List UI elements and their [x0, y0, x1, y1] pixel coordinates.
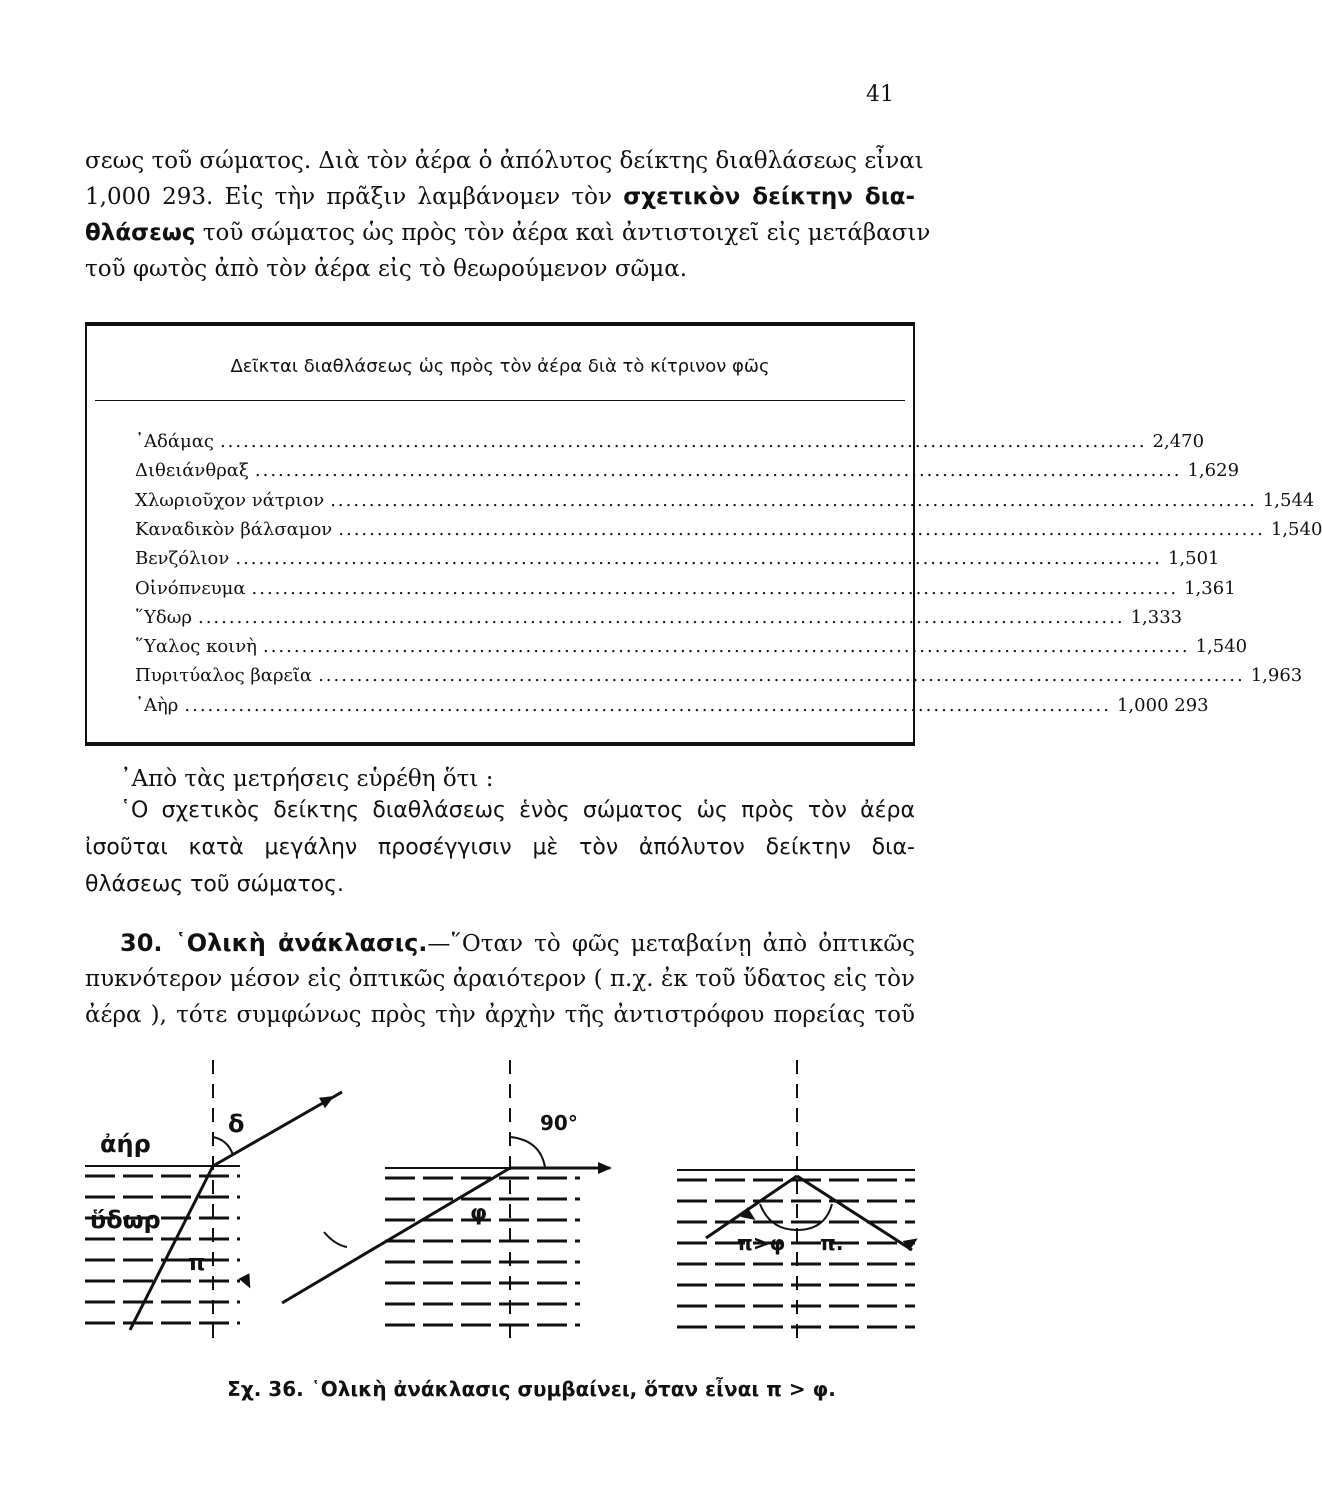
text-segment: τοῦ φωτὸς ἀπὸ τὸν ἀέρα εἰς τὸ θεωρούμενον σῶμα. — [85, 256, 688, 282]
dot-leader: ........................................................................................................................ — [338, 518, 1265, 540]
text-line — [85, 254, 915, 284]
delta-label: δ — [228, 1110, 245, 1138]
section-line: πυκνότερον μέσον εἰς ὀπτικῶς ἀραιότερον ( π.χ. ἐκ τοῦ ὕδατος εἰς τὸν — [85, 966, 915, 992]
dot-leader: ........................................................................................................................ — [251, 577, 1179, 599]
text-line — [85, 182, 915, 212]
dot-leader: ........................................................................................................................ — [197, 606, 1125, 628]
refractive-index-value: 1,333 — [1130, 606, 1183, 628]
table-row — [135, 518, 1322, 542]
table-row — [135, 430, 1205, 454]
substance-name: Χλωριοῦχον νάτριον — [135, 489, 325, 511]
bold-term: σχετικὸν δείκτην δια- — [623, 184, 916, 210]
pi-gt-phi-label: π>φ — [737, 1231, 786, 1255]
table-row — [135, 635, 1248, 659]
substance-name: Πυριτύαλος βαρεῖα — [135, 665, 313, 687]
arrowhead-icon — [319, 1091, 337, 1108]
section-heading: 30. ῾Ολικὴ ἀνάκλασις. — [120, 929, 428, 957]
refractive-index-value: 1,629 — [1187, 460, 1240, 482]
table-row — [135, 577, 1236, 601]
angle-arc — [510, 1137, 545, 1167]
refractive-index-value: 2,470 — [1152, 431, 1205, 452]
substance-name: ῞Υαλος κοινὴ — [135, 636, 257, 658]
dot-leader: ........................................................................................................................ — [235, 548, 1162, 570]
substance-name: Καναδικὸν βάλσαμον — [135, 518, 333, 540]
incident-ray — [130, 1166, 213, 1330]
table-row — [135, 489, 1315, 513]
phi-label: φ — [470, 1201, 488, 1226]
text-segment: —῞Οταν τὸ φῶς μεταβαίνῃ ἀπὸ ὀπτικῶς — [427, 931, 915, 957]
refractive-index-value: 1,361 — [1184, 577, 1236, 599]
figure-caption: Σχ. 36. ῾Ολικὴ ἀνάκλασις συμβαίνει, ὅταν εἶναι π > φ. — [227, 1377, 836, 1401]
text-line — [85, 218, 931, 248]
table-row — [135, 606, 1183, 630]
bold-term: θλάσεως — [85, 220, 196, 246]
refractive-index-value: 1,000 293 — [1116, 694, 1209, 716]
substance-name: Διθειάνθραξ — [135, 460, 249, 482]
pi-label: π — [188, 1251, 206, 1276]
text-segment: σεως τοῦ σώματος. Διὰ τὸν ἀέρα ὁ ἀπόλυτος δείκτης διαθλάσεως εἶναι — [85, 148, 924, 174]
dot-leader: ........................................................................................................................ — [262, 636, 1190, 658]
dot-leader: ........................................................................................................................ — [254, 460, 1182, 482]
table-row — [135, 694, 1209, 718]
table-rule — [95, 400, 905, 401]
angle-arc — [213, 1137, 233, 1155]
section-line: ἀέρα ), τότε συμφώνως πρὸς τὴν ἀρχὴν τῆς ἀντιστρόφου πορείας τοῦ — [85, 1002, 915, 1028]
section-line — [120, 928, 915, 959]
air-label: ἀήρ — [100, 1130, 151, 1158]
page-number: 41 — [866, 82, 894, 107]
dot-leader: ........................................................................................................................ — [184, 694, 1111, 716]
refractive-index-value: 1,963 — [1250, 665, 1303, 687]
table-row — [135, 459, 1240, 483]
refractive-index-value: 1,544 — [1262, 489, 1315, 511]
water-label: ὕδωρ — [90, 1206, 161, 1234]
substance-name: Οἰνόπνευμα — [135, 577, 246, 599]
text-segment: τοῦ σώματος ὡς πρὸς τὸν ἀέρα καὶ ἀντιστοιχεῖ εἰς μετάβασιν — [195, 220, 931, 246]
substance-name: Βενζόλιον — [135, 548, 230, 570]
finding-line: ἰσοῦται κατὰ μεγάλην προσέγγισιν μὲ τὸν ἀπόλυτον δείκτην δια- — [85, 835, 915, 860]
finding-line: ῾Ο σχετικὸς δείκτης διαθλάσεως ἑνὸς σώματος ὡς πρὸς τὸν ἀέρα — [120, 798, 915, 823]
finding-line: θλάσεως τοῦ σώματος. — [85, 872, 345, 897]
arrowhead-icon — [239, 1273, 256, 1291]
text-line — [85, 146, 924, 176]
refractive-index-table — [85, 322, 1322, 746]
substance-name: ᾿Αδάμας — [135, 431, 214, 452]
substance-name: ῞Υδωρ — [135, 606, 192, 628]
total-reflection-figure — [0, 1040, 1063, 1360]
dot-leader: ........................................................................................................................ — [219, 431, 1147, 452]
substance-name: ᾿Αὴρ — [135, 694, 179, 716]
text-segment: 1,000 293. Εἰς τὴν πρᾶξιν λαμβάνομεν τὸν — [85, 184, 624, 210]
pi-label: π. — [820, 1231, 844, 1255]
refractive-index-value: 1,540 — [1195, 636, 1248, 658]
table-row — [135, 547, 1220, 571]
angle-arc — [324, 1232, 347, 1247]
dot-leader: ........................................................................................................................ — [318, 665, 1245, 687]
finding-lead: ᾿Απὸ τὰς μετρήσεις εὑρέθη ὅτι : — [120, 766, 494, 792]
table-title: Δεῖκται διαθλάσεως ὡς πρὸς τὸν ἀέρα διὰ τὸ κίτρινον φῶς — [230, 356, 770, 377]
ninety-degree-label: 90° — [540, 1111, 578, 1135]
refractive-index-value: 1,540 — [1270, 518, 1322, 540]
reflected-ray — [797, 1176, 912, 1250]
refractive-index-value: 1,501 — [1167, 548, 1220, 570]
table-row — [135, 664, 1303, 688]
arrowhead-icon — [598, 1162, 612, 1174]
dot-leader: ........................................................................................................................ — [330, 489, 1257, 511]
